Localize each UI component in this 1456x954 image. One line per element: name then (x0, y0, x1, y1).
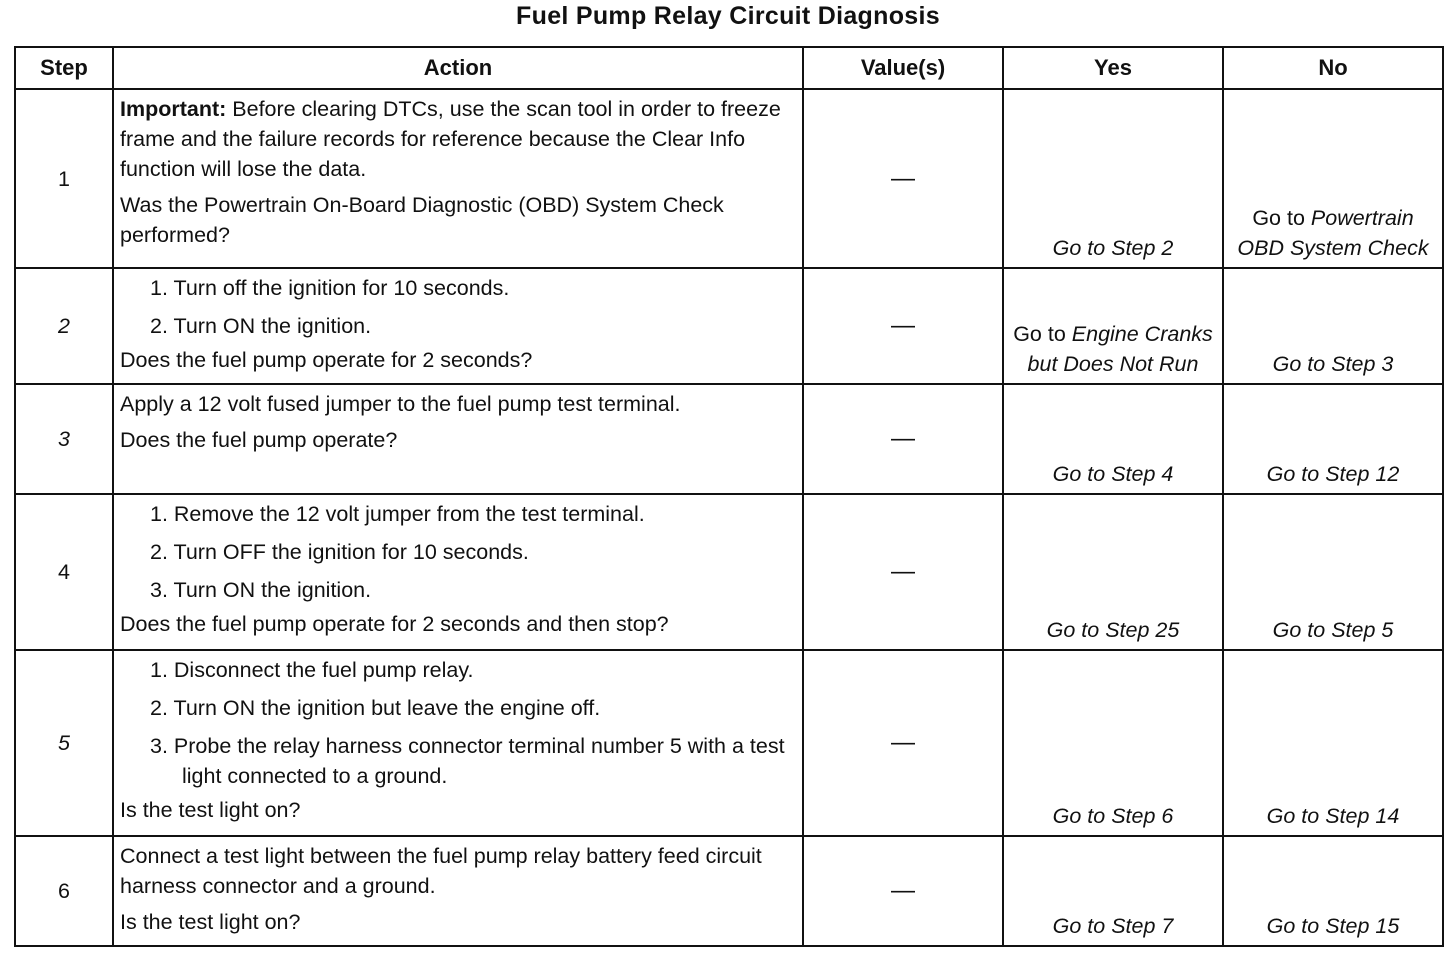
no-cell: Go to Step 14 (1223, 650, 1443, 836)
action-list-item: 2. Turn OFF the ignition for 10 seconds. (150, 540, 529, 564)
value-cell: — (803, 650, 1003, 836)
action-text: Apply a 12 volt fused jumper to the fuel pump test terminal. (120, 392, 681, 416)
header-yes: Yes (1003, 47, 1223, 89)
action-question: Is the test light on? (120, 910, 301, 934)
no-cell: Go to Step 12 (1223, 384, 1443, 494)
yes-prefix: Go to (1013, 322, 1072, 346)
header-row (15, 47, 1443, 89)
no-cell: Go to Step 5 (1223, 494, 1443, 650)
table-row (15, 650, 1443, 836)
table-row (15, 836, 1443, 946)
action-list-item: 1. Remove the 12 volt jumper from the test terminal. (150, 502, 645, 526)
header-action: Action (113, 47, 803, 89)
yes-cell: Go to Step 6 (1003, 650, 1223, 836)
yes-cell: Go to Step 25 (1003, 494, 1223, 650)
action-list-item: 2. Turn ON the ignition but leave the engine off. (150, 696, 601, 720)
page-title: Fuel Pump Relay Circuit Diagnosis (516, 2, 940, 30)
action-question: Does the fuel pump operate for 2 seconds and then stop? (120, 612, 669, 636)
action-cell (113, 268, 803, 384)
step-number: 5 (15, 650, 113, 836)
important-label: Important: (120, 97, 227, 121)
action-cell (113, 650, 803, 836)
no-link: Powertrain OBD System Check (1237, 206, 1429, 260)
action-list (120, 655, 796, 791)
no-cell: Go to Step 15 (1223, 836, 1443, 946)
action-list-item: 1. Disconnect the fuel pump relay. (150, 658, 474, 682)
action-list (120, 273, 796, 341)
yes-link: Engine Cranks but Does Not Run (1027, 322, 1213, 376)
action-question: Does the fuel pump operate? (120, 428, 398, 452)
no-cell: Go to Step 3 (1223, 268, 1443, 384)
step-number: 6 (15, 836, 113, 946)
value-cell: — (803, 384, 1003, 494)
action-list-item: 1. Turn off the ignition for 10 seconds. (150, 276, 510, 300)
yes-cell: Go to Step 7 (1003, 836, 1223, 946)
yes-cell: Go to Step 2 (1003, 89, 1223, 268)
action-text: Connect a test light between the fuel pump relay battery feed circuit harness connector and a ground. (120, 844, 762, 898)
important-text: Before clearing DTCs, use the scan tool in order to freeze frame and the failure records for reference because the Clear Info function will lose the data. (120, 97, 781, 181)
header-no: No (1223, 47, 1443, 89)
no-cell (1223, 89, 1443, 268)
value-cell: — (803, 89, 1003, 268)
step-number: 2 (15, 268, 113, 384)
action-question: Is the test light on? (120, 798, 301, 822)
yes-cell (1003, 268, 1223, 384)
action-cell (113, 494, 803, 650)
header-step: Step (15, 47, 113, 89)
action-cell (113, 384, 803, 494)
action-cell (113, 836, 803, 946)
table-row (15, 89, 1443, 268)
diagnosis-table (14, 46, 1444, 947)
table-row (15, 494, 1443, 650)
header-values: Value(s) (803, 47, 1003, 89)
table-row (15, 384, 1443, 494)
table-row (15, 268, 1443, 384)
value-cell: — (803, 494, 1003, 650)
action-list-item: 3. Turn ON the ignition. (150, 578, 372, 602)
step-number: 4 (15, 494, 113, 650)
action-question: Was the Powertrain On-Board Diagnostic (OBD) System Check performed? (120, 193, 724, 247)
action-list (120, 499, 796, 605)
value-cell: — (803, 268, 1003, 384)
yes-cell: Go to Step 4 (1003, 384, 1223, 494)
action-cell (113, 89, 803, 268)
value-cell: — (803, 836, 1003, 946)
action-list-item: 2. Turn ON the ignition. (150, 314, 372, 338)
step-number: 3 (15, 384, 113, 494)
important-note (120, 94, 796, 184)
no-prefix: Go to (1252, 206, 1311, 230)
action-list-item: 3. Probe the relay harness connector terminal number 5 with a test light connected to a ground. (150, 734, 785, 788)
action-question: Does the fuel pump operate for 2 seconds? (120, 348, 533, 372)
step-number: 1 (15, 89, 113, 268)
